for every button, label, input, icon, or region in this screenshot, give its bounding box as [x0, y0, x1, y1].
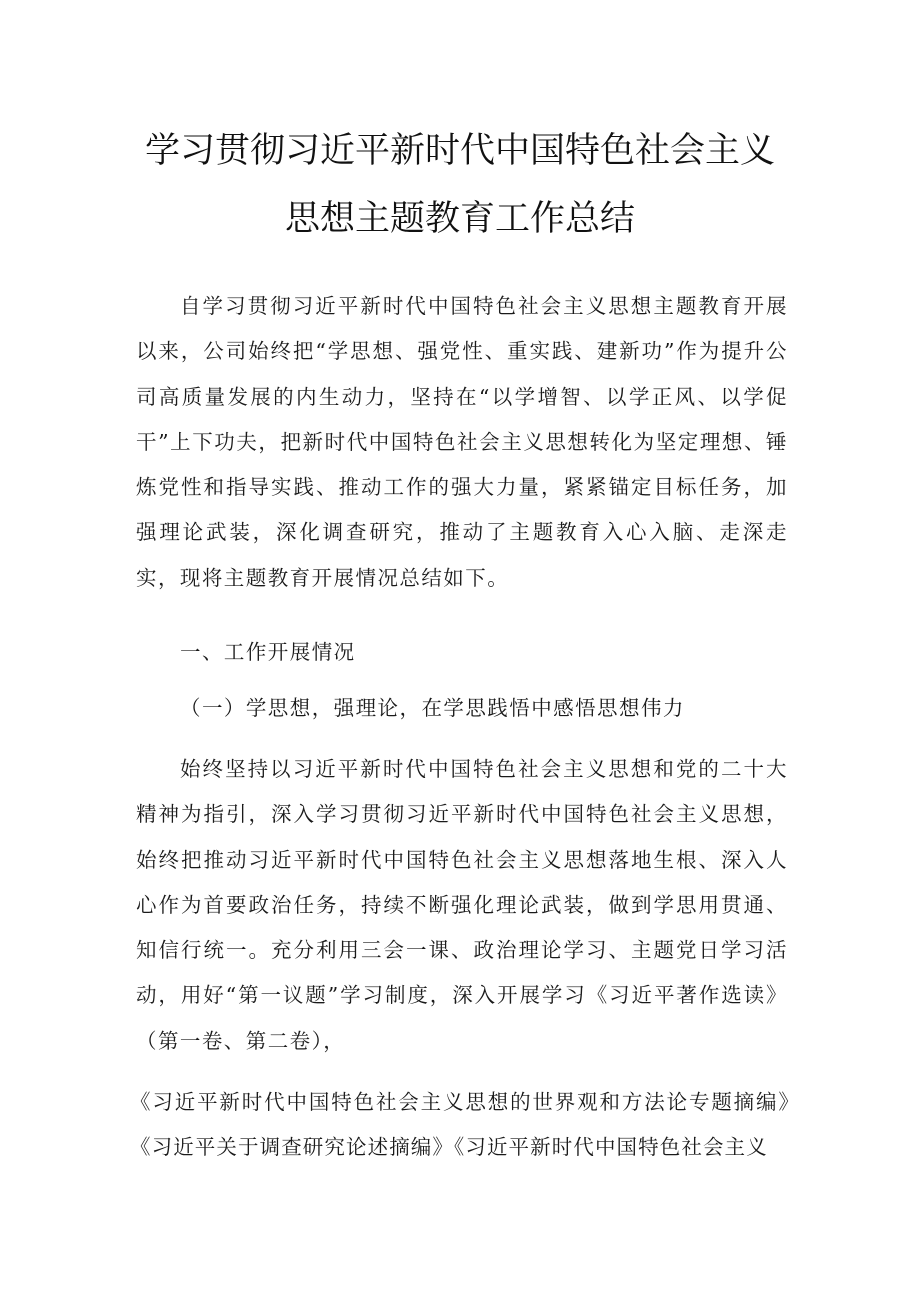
- document-title-line-1: 学习贯彻习近平新时代中国特色社会主义: [144, 131, 775, 171]
- document-title-line-2: 思想主题教育工作总结: [284, 199, 635, 239]
- subsection-heading: （一）学思想，强理论，在学思践悟中感悟思想伟力: [180, 696, 685, 720]
- continuation-paragraph: 《习近平新时代中国特色社会主义思想的世界观和方法论专题摘编》《习近平关于调查研究论述摘编》《习近平新时代中国特色社会主义: [130, 1090, 800, 1160]
- body-paragraph: 始终坚持以习近平新时代中国特色社会主义思想和党的二十大精神为指引，深入学习贯彻习近平新时代中国特色社会主义思想，始终把推动习近平新时代中国特色社会主义思想落地生根、深入人心作为首要政治任务，持续不断强化理论武装，做到学思用贯通、知信行统一。充分利用三会一课、政治理论学习、主题党日学习活动，用好“第一议题”学习制度，深入开展学习《习近平著作选读》（第一卷、第二卷），: [136, 757, 788, 1053]
- intro-paragraph: 自学习贯彻习近平新时代中国特色社会主义思想主题教育开展以来，公司始终把“学思想、强党性、重实践、建新功”作为提升公司高质量发展的内生动力，坚持在“以学增智、以学正风、以学促干”上下功夫，把新时代中国特色社会主义思想转化为坚定理想、锤炼党性和指导实践、推动工作的强大力量，紧紧锚定目标任务，加强理论武装，深化调查研究，推动了主题教育入心入脑、走深走实，现将主题教育开展情况总结如下。: [136, 294, 788, 590]
- section-heading: 一、工作开展情况: [180, 640, 356, 664]
